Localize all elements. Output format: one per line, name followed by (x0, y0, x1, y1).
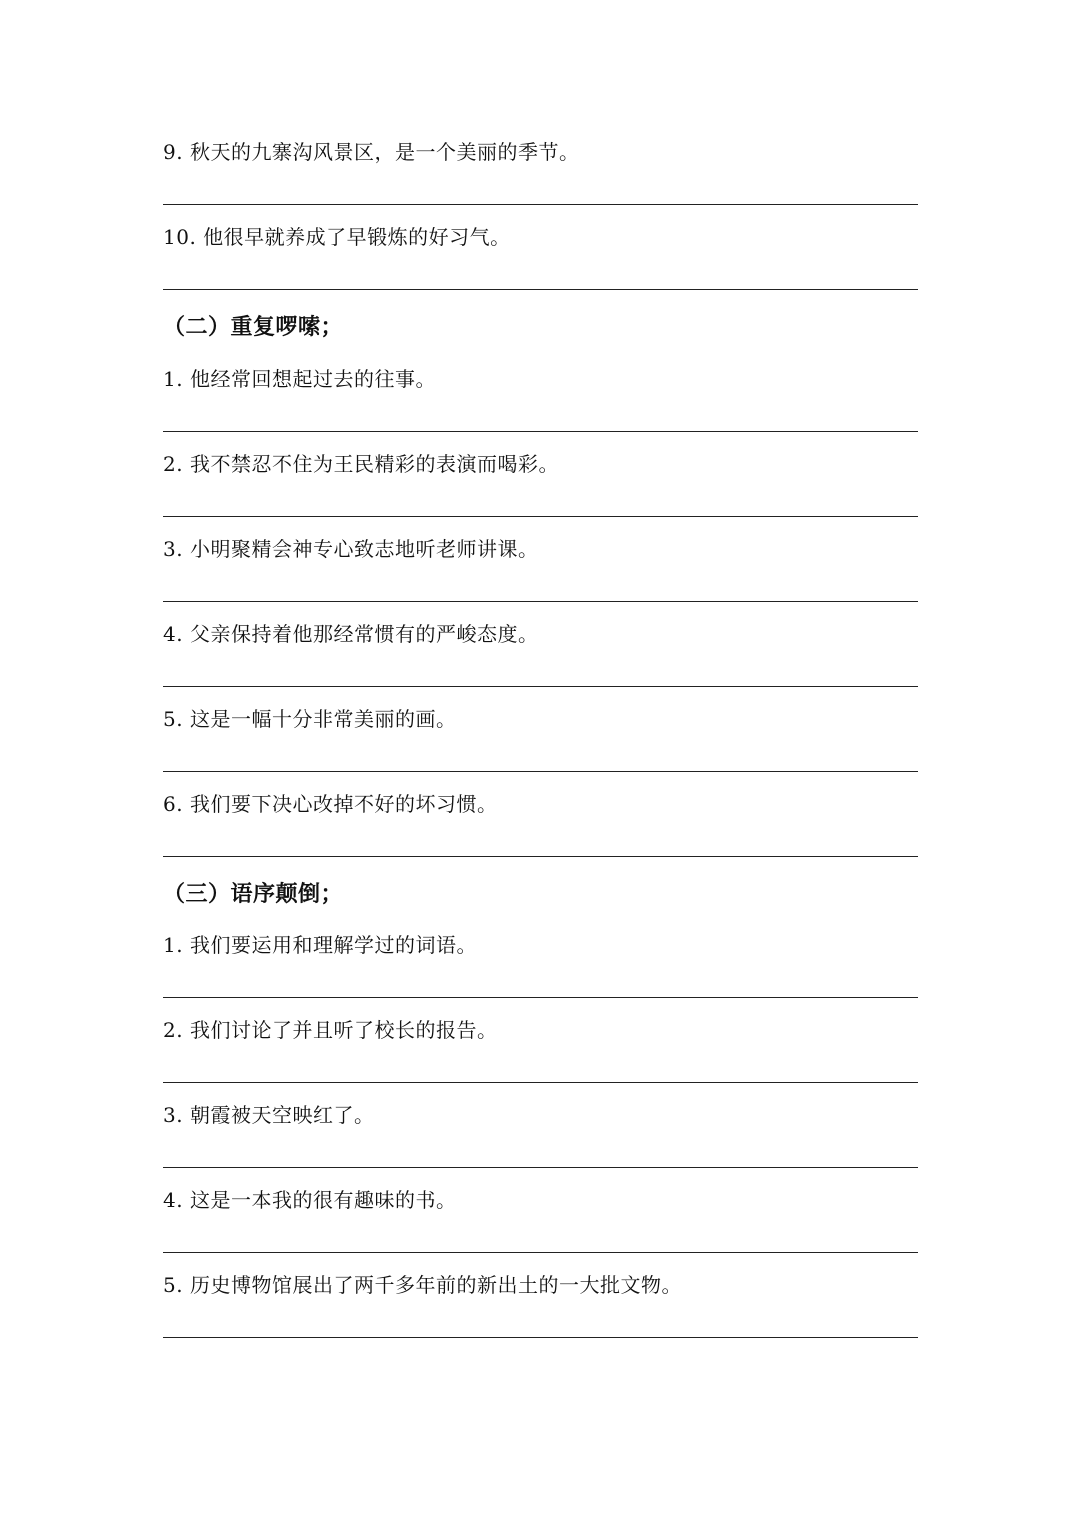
question-text: 4. 这是一本我的很有趣味的书。 (163, 1188, 457, 1212)
answer-line[interactable] (163, 771, 918, 772)
answer-line[interactable] (163, 1082, 918, 1083)
question-text: 1. 他经常回想起过去的往事。 (163, 367, 436, 391)
question-text: 2. 我不禁忍不住为王民精彩的表演而喝彩。 (163, 452, 559, 476)
answer-line[interactable] (163, 1252, 918, 1253)
question-text: 3. 朝霞被天空映红了。 (163, 1103, 375, 1127)
question-text: 4. 父亲保持着他那经常惯有的严峻态度。 (163, 622, 539, 646)
question-text: 10. 他很早就养成了早锻炼的好习气。 (163, 225, 511, 249)
answer-line[interactable] (163, 856, 918, 857)
question-text: 5. 历史博物馆展出了两千多年前的新出土的一大批文物。 (163, 1273, 682, 1297)
question-text: 9. 秋天的九寨沟风景区，是一个美丽的季节。 (163, 140, 580, 164)
answer-line[interactable] (163, 516, 918, 517)
answer-line[interactable] (163, 1337, 918, 1338)
answer-line[interactable] (163, 601, 918, 602)
question-text: 2. 我们讨论了并且听了校长的报告。 (163, 1018, 498, 1042)
question-text: 3. 小明聚精会神专心致志地听老师讲课。 (163, 537, 539, 561)
question-text: 1. 我们要运用和理解学过的词语。 (163, 933, 477, 957)
answer-line[interactable] (163, 431, 918, 432)
answer-line[interactable] (163, 289, 918, 290)
section-heading: （三）语序颠倒； (163, 882, 344, 907)
answer-line[interactable] (163, 686, 918, 687)
answer-line[interactable] (163, 204, 918, 205)
section-heading: （二）重复啰嗦； (163, 315, 344, 340)
question-text: 5. 这是一幅十分非常美丽的画。 (163, 707, 457, 731)
answer-line[interactable] (163, 997, 918, 998)
answer-line[interactable] (163, 1167, 918, 1168)
question-text: 6. 我们要下决心改掉不好的坏习惯。 (163, 792, 498, 816)
